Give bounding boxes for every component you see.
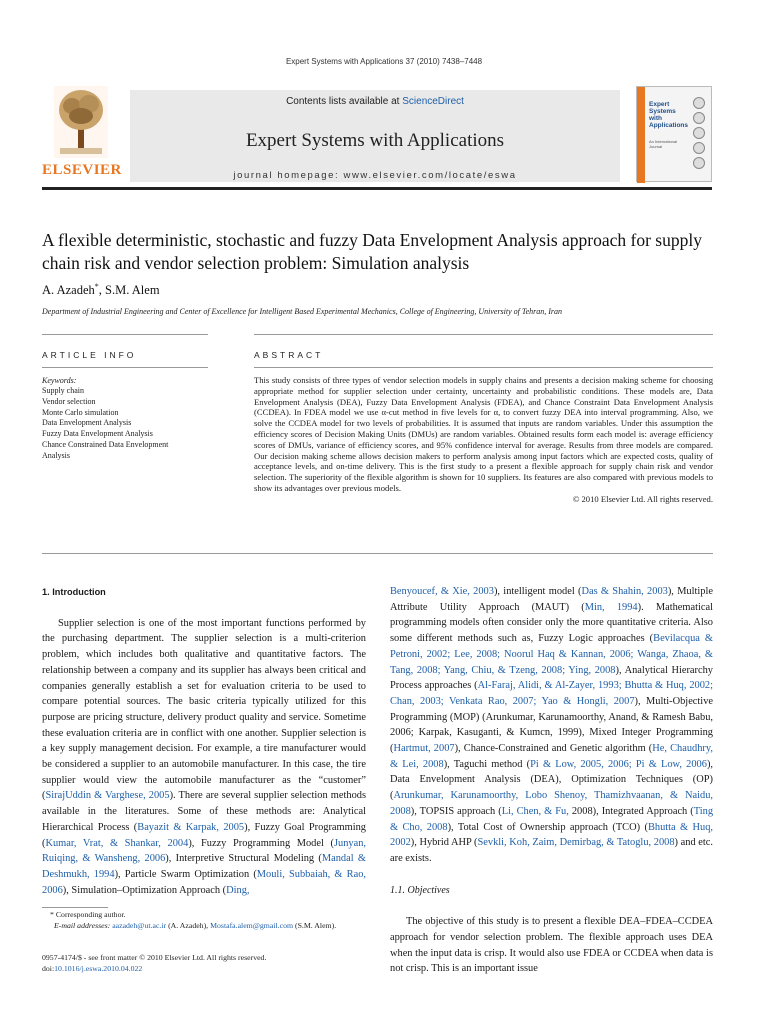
text: ), Total Cost of Ownership approach (TCO) ( [447,821,648,833]
keyword: Data Envelopment Analysis [42,418,132,428]
section-heading-introduction: 1. Introduction [42,587,106,597]
email-label: E-mail addresses: [54,920,113,930]
journal-cover-thumbnail [636,86,712,182]
reference-link[interactable]: Hartmut, 2007 [393,743,455,755]
text: Corresponding author. [53,910,126,919]
text: ), Particle Swarm Optimization ( [114,868,257,880]
intro-paragraph-continued [390,584,713,867]
journal-banner [42,82,712,190]
issn-line: 0957-4174/$ - see front matter © 2010 Elsevier Ltd. All rights reserved. [42,953,267,962]
cover-title: Expert Systems with Applications [649,101,689,129]
journal-citation: Expert Systems with Applications 37 (2010) 7438–7448 [285,57,483,66]
text: (S.M. Alem). [293,920,337,930]
text: ). There are several supplier selection methods available in the literatures. Some of these methods are: Analytical Hierarchical Process ( [42,790,367,833]
reference-link[interactable]: Das & Shahin, 2003 [581,586,668,597]
keyword: Chance Constrained Data Envelopment [42,439,169,449]
abstract-body [254,375,713,505]
text: ), Multi-Objective Programming (MOP) (Arunkumar, Karunamoorthy, Anand, & Ramesh Babu, 2006; Karpak, Kasuganti, & Kumcn, 1999), Mixed Integer Programming ( [390,695,713,755]
paper-title: A flexible deterministic, stochastic and fuzzy Data Envelopment Analysis approach for supply chain risk and vendor selection problem: Simulation analysis [42,230,702,273]
corresponding-author-mark[interactable]: * [94,282,99,291]
cover-stripe [637,87,645,183]
article-info-heading: ARTICLE INFO [42,350,137,360]
reference-link[interactable]: Min, 1994 [584,601,638,613]
cover-icons [693,97,709,172]
text: ), Interpretive Structural Modeling ( [165,853,322,865]
reference-link[interactable]: Li, Chen, & Fu, [501,805,569,817]
publication-footer [42,953,366,974]
sciencedirect-link[interactable]: ScienceDirect [402,96,464,107]
reference-link[interactable]: SirajUddin & Varghese, 2005 [45,790,170,802]
contents-line [130,96,620,107]
author-list [42,282,160,298]
elsevier-logo [42,84,120,182]
contents-prefix: Contents lists available at [286,96,403,107]
reference-link[interactable]: Kumar, Vrat, & Shankar, 2004 [45,837,189,849]
text: ), Fuzzy Goal Programming ( [42,821,366,849]
right-column [390,584,713,977]
reference-link[interactable]: Al-Faraj, Alidi, & Al-Zayer, 1993; Bhutta & Huq, 2002; Chan, 2003; Venkata Rao, 2007; Yao & Hongli, 2007 [390,680,713,707]
divider [42,553,713,554]
cover-circle-icon [693,97,705,109]
corresponding-footnote [42,910,366,931]
subsection-heading-objectives: 1.1. Objectives [390,884,450,896]
cover-circle-icon [693,142,705,154]
text: ), Multiple Attribute Utility Approach (MAUT) ( [390,586,713,613]
text: (A. Azadeh), [166,920,211,930]
reference-link[interactable]: Pi & Low, 2005, 2006; Pi & Low, 2006 [530,758,707,770]
author-name: , S.M. Alem [98,283,160,298]
objectives-paragraph: The objective of this study is to present a flexible DEA–FDEA–CCDEA approach for vendor selection problem. The flexible approach uses DEA when the input data is crisp. It would also use FDEA or CCDEA when data is not crisp. This is an important issue [390,916,713,975]
text: ), Data Envelopment Analysis (DEA), Optimization Techniques (OP) ( [390,758,713,802]
reference-link[interactable]: Bhutta & Huq, 2002 [390,821,713,849]
reference-link[interactable]: Bevilacqua & Petroni, 2002; Lee, 2008; Noorul Haq & Kannan, 2006; Wanga, Zhaoa, & Tang, 2008; Yang, Chiu, & Tzeng, 2008; Ying, 2008 [390,633,713,676]
keywords-list [42,386,207,462]
publisher-name: ELSEVIER [42,162,122,178]
divider [42,367,208,368]
text: ) and etc. are exists. [390,837,713,864]
footnote-mark: * [50,910,54,919]
keyword: Monte Carlo simulation [42,407,119,417]
text: ), Analytical Hierarchy Process approaches ( [390,664,713,692]
reference-link[interactable]: Junyan, Ruiqing, & Wansheng, 2006 [42,837,366,865]
abstract-copyright: © 2010 Elsevier Ltd. All rights reserved. [572,493,713,504]
text: 2008), Integrated Approach ( [568,805,694,817]
cover-circle-icon [693,157,705,169]
corresponding-note [42,910,366,921]
affiliation: Department of Industrial Engineering and Center of Excellence for Intelligent Based Experimental Mechanics, College of Engineering, University of Tehran, Iran [42,307,563,316]
keywords-label: Keywords: [42,376,77,385]
email-link[interactable]: Mostafa.alem@gmail.com [210,920,294,930]
text: ), Chance-Constrained and Genetic algorithm ( [454,743,653,755]
doi-link[interactable]: 10.1016/j.eswa.2010.04.022 [54,963,143,973]
divider [254,367,713,368]
journal-homepage[interactable]: journal homepage: www.elsevier.com/locate/eswa [233,170,517,181]
reference-link[interactable]: Arunkumar, Karunamoorthy, Lobo Shenoy, Thamizhvaanan, & Naidu, 2008 [390,790,713,817]
divider [254,334,713,335]
reference-link[interactable]: Mandal & Deshmukh, 1994 [42,853,366,880]
text: ), TOPSIS approach ( [410,805,502,817]
email-link[interactable]: aazadeh@ut.ac.ir [112,920,167,930]
reference-link[interactable]: He, Chaudhry, & Lei, 2008 [390,743,713,770]
reference-link[interactable]: Sevkli, Koh, Zaim, Demirbag, & Tatoglu, 2008 [477,837,675,849]
cover-subtitle: An International Journal [649,139,678,149]
divider [42,334,208,335]
keyword: Fuzzy Data Envelopment Analysis [42,429,153,439]
abstract-text: This study consists of three types of vendor selection models in supply chains and presents a decision making scheme for choosing appropriate method for supplier selection under certainty, uncertainty and probabilistic conditions. These models are, Data Envelopment Analysis (DEA), Fuzzy Data Envelopment Analysis (FDEA), and Chance Constraint Data Envelopment Analysis (CCDEA). In FDEA model we use α-cut method in five levels for α, to convert fuzzy DEA into interval programming. Also, we solve the CCDEA model for two levels of probabilities. It is assumed that inputs are random variables. Under this assumption the efficiency scores of Decision Making Units (DMUs) are random variables. Obtained results form each model is: average efficiency scores of DMUs, variance of efficiency scores, and 95% confidence interval for average. Results from three models are compared. Our decision making scheme allows decision makers to perform analysis among input factors which are expected costs, quality of acceptance levels, and on-time delivery. This is the first study to a present a flexible approach for supply chain risk and vendor selection. The superiority of the flexible algorithm is shown for 10 suppliers. Its features are also compared with previous models to show its advantages over previous models. [254,375,713,493]
journal-header-band [130,90,620,182]
journal-title: Expert Systems with Applications [245,130,505,151]
footnote-divider [42,907,108,908]
text: ), intelligent model ( [493,586,582,597]
doi-label: doi: [42,963,55,973]
reference-link[interactable]: Benyoucef, & Xie, 2003 [390,586,494,597]
reference-link[interactable]: Bayazit & Karpak, 2005 [137,821,245,833]
reference-link[interactable]: Ting & Cho, 2008 [390,805,714,833]
text: ), Simulation–Optimization Approach ( [62,884,227,896]
text: ), Hybrid AHP ( [410,837,478,849]
email-note [42,921,366,932]
text: Supplier selection is one of the most important functions performed by the purchasing department. The supplier selection is a multi-criterion problem, which includes both qualitative and quantitative factors. The relationship between a company and its supplier has always been critical and companies generally establish a set for evaluation criteria to be used to compare potential sources. The basic criteria typically utilized for this purpose are pricing structure, delivery product quality and service. Sometime these evaluation criteria are in conflict with one another. Supplier selection is a key supply management decision. For example, a tire manufacturer would be considered a supplier to an automobile manufacturer. In this case, the tire supplier would view the automobile manufacturer as the “customer” ( [42,617,366,802]
keyword: Analysis [42,450,70,460]
intro-paragraph [42,616,366,899]
reference-link[interactable]: Mouli, Subbaiah, & Rao, 2006 [42,868,366,896]
cover-circle-icon [693,112,705,124]
abstract-heading: ABSTRACT [254,350,324,360]
text: ), Taguchi method ( [443,758,531,770]
author-name: A. Azadeh [42,283,95,298]
elsevier-tree-icon [54,86,108,158]
text: ). Mathematical programming models often consider only the more quantitative criteria. Also some different methods such as, Fuzzy Logic approaches ( [390,601,713,645]
keyword: Supply chain [42,386,84,395]
keyword: Vendor selection [42,396,96,406]
left-column [42,585,366,898]
reference-link[interactable]: Ding, [226,884,250,896]
doi-line [42,964,366,975]
cover-circle-icon [693,127,705,139]
text: ), Fuzzy Programming Model ( [188,837,334,849]
